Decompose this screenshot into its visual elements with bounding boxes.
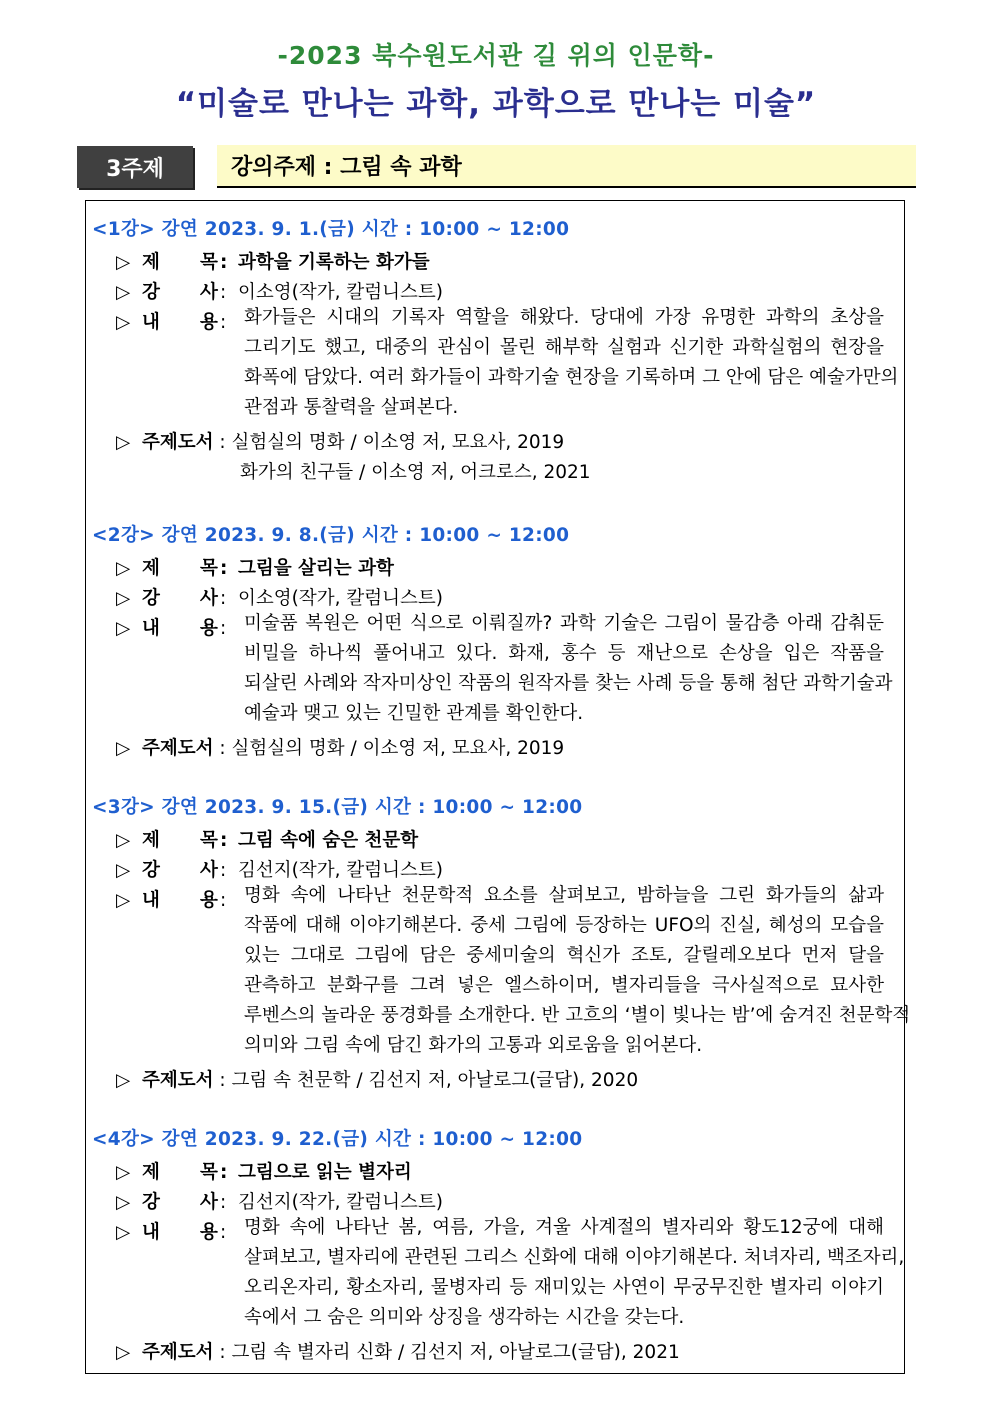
content-label-row: ▷ 내 용 : [116,1222,227,1243]
triangle-icon: ▷ [116,860,131,881]
lecture-description: 화가들은 시대의 기록자 역할을 해왔다. 당대에 가장 유명한 과학의 초상을 그리기도 했고, 대중의 관심이 몰린 해부학 실험과 신기한 과학실험의 현장을 화폭에 담았다. 여러 화가들이 과학기술 현장을 기록하며 그 안에 담은 예술가만의 관점과 통찰력을 살펴본다. [244,307,899,418]
lecturer-row: ▷ 강 사 : 김선지(작가, 칼럼니스트) [116,860,443,881]
books-row: ▷ 주제도서 : 그림 속 천문학 / 김선지 저, 아날로그(글담), 2020 [116,1070,639,1091]
content-label-row: ▷ 내 용 : [116,618,227,639]
triangle-icon: ▷ [116,618,131,639]
triangle-icon: ▷ [116,312,131,333]
event-title: “미술로 만나는 과학, 과학으로 만나는 미술” [175,86,817,122]
lecture-description: 명화 속에 나타난 천문학적 요소를 살펴보고, 밤하늘을 그린 화가들의 삶과 작품에 대해 이야기해본다. 중세 그림에 등장하는 UFO의 진실, 혜성의 모습을 있는 그대로 그림에 담은 중세미술의 혁신가 조토, 갈릴레오보다 먼저 달을 관측하고 분화구를 그려 넣은 엘스하이머, 별자리들을 극사실적으로 묘사한 루벤스의 놀라운 풍경화를 소개한다. 반 고흐의 ‘별이 빛나는 밤’에 숨겨진 천문학적 의미와 그림 속에 담긴 화가의 고통과 외로움을 읽어본다. [244,885,911,1056]
triangle-icon: ▷ [116,558,131,579]
book-item: 실험실의 명화 / 이소영 저, 모요사, 2019 [231,432,565,453]
books-row: ▷ 주제도서 : 그림 속 별자리 신화 / 김선지 저, 아날로그(글담), 2021 [116,1342,680,1363]
lecturer-row: ▷ 강 사 : 이소영(작가, 칼럼니스트) [116,282,443,303]
book-item: 그림 속 천문학 / 김선지 저, 아날로그(글담), 2020 [231,1070,639,1091]
content-label-row: ▷ 내 용 : [116,890,227,911]
book-item: 그림 속 별자리 신화 / 김선지 저, 아날로그(글담), 2021 [231,1342,680,1363]
lecture-description: 미술품 복원은 어떤 식으로 이뤄질까? 과학 기술은 그림이 물감층 아래 감춰둔 비밀을 하나씩 풀어내고 있다. 화재, 홍수 등 재난으로 손상을 입은 작품을 되살린 사례와 작자미상인 작품의 원작자를 찾는 사례 등을 통해 첨단 과학기술과 예술과 맺고 있는 긴밀한 관계를 확인한다. [244,613,893,724]
triangle-icon: ▷ [116,1342,131,1363]
triangle-icon: ▷ [116,282,131,303]
triangle-icon: ▷ [116,890,131,911]
book-item: 실험실의 명화 / 이소영 저, 모요사, 2019 [231,738,565,759]
content-label-row: ▷ 내 용 : [116,312,227,333]
lecturer-name: 김선지(작가, 칼럼니스트) [238,1192,443,1213]
triangle-icon: ▷ [116,830,131,851]
lecture-title-row: ▷ 제 목 : 그림으로 읽는 별자리 [116,1162,412,1183]
lecture-heading: <3강> 강연 2023. 9. 15.(금) 시간 : 10:00 ~ 12:00 [92,797,583,818]
lecture-title: 그림으로 읽는 별자리 [238,1162,412,1183]
books-row: ▷ 주제도서 : 실험실의 명화 / 이소영 저, 모요사, 2019 [116,432,565,453]
triangle-icon: ▷ [116,1070,131,1091]
lecture-title: 과학을 기록하는 화가들 [238,252,430,273]
theme-tag: 3주제 [77,146,193,188]
book-item: 화가의 친구들 / 이소영 저, 어크로스, 2021 [240,462,591,483]
event-subtitle: -2023 북수원도서관 길 위의 인문학- [277,41,715,70]
lecture-description: 명화 속에 나타난 봄, 여름, 가을, 겨울 사계절의 별자리와 황도12궁에 대해 살펴보고, 별자리에 관련된 그리스 신화에 대해 이야기해본다. 처녀자리, 백조자리, 오리온자리, 황소자리, 물병자리 등 재미있는 사연이 무궁무진한 별자리 이야기 속에서 그 숨은 의미와 상징을 생각하는 시간을 갖는다. [244,1217,905,1328]
lecturer-row: ▷ 강 사 : 김선지(작가, 칼럼니스트) [116,1192,443,1213]
lecturer-name: 김선지(작가, 칼럼니스트) [238,860,443,881]
books-row: ▷ 주제도서 : 실험실의 명화 / 이소영 저, 모요사, 2019 [116,738,565,759]
lecture-title: 그림을 살리는 과학 [238,558,394,579]
triangle-icon: ▷ [116,252,131,273]
lecturer-name: 이소영(작가, 칼럼니스트) [238,282,443,303]
lecture-heading: <2강> 강연 2023. 9. 8.(금) 시간 : 10:00 ~ 12:00 [92,525,570,546]
triangle-icon: ▷ [116,588,131,609]
triangle-icon: ▷ [116,738,131,759]
lecturer-name: 이소영(작가, 칼럼니스트) [238,588,443,609]
triangle-icon: ▷ [116,1222,131,1243]
lecture-title: 그림 속에 숨은 천문학 [238,830,419,851]
lecture-heading: <1강> 강연 2023. 9. 1.(금) 시간 : 10:00 ~ 12:00 [92,219,570,240]
lecture-title-row: ▷ 제 목 : 과학을 기록하는 화가들 [116,252,430,273]
lecture-title-row: ▷ 제 목 : 그림 속에 숨은 천문학 [116,830,419,851]
triangle-icon: ▷ [116,1192,131,1213]
lecture-heading: <4강> 강연 2023. 9. 22.(금) 시간 : 10:00 ~ 12:00 [92,1129,583,1150]
lecture-title-row: ▷ 제 목 : 그림을 살리는 과학 [116,558,394,579]
lecture-list-box [85,200,911,1374]
lecturer-row: ▷ 강 사 : 이소영(작가, 칼럼니스트) [116,588,443,609]
theme-title: 강의주제 : 그림 속 과학 [217,145,916,188]
triangle-icon: ▷ [116,432,131,453]
triangle-icon: ▷ [116,1162,131,1183]
